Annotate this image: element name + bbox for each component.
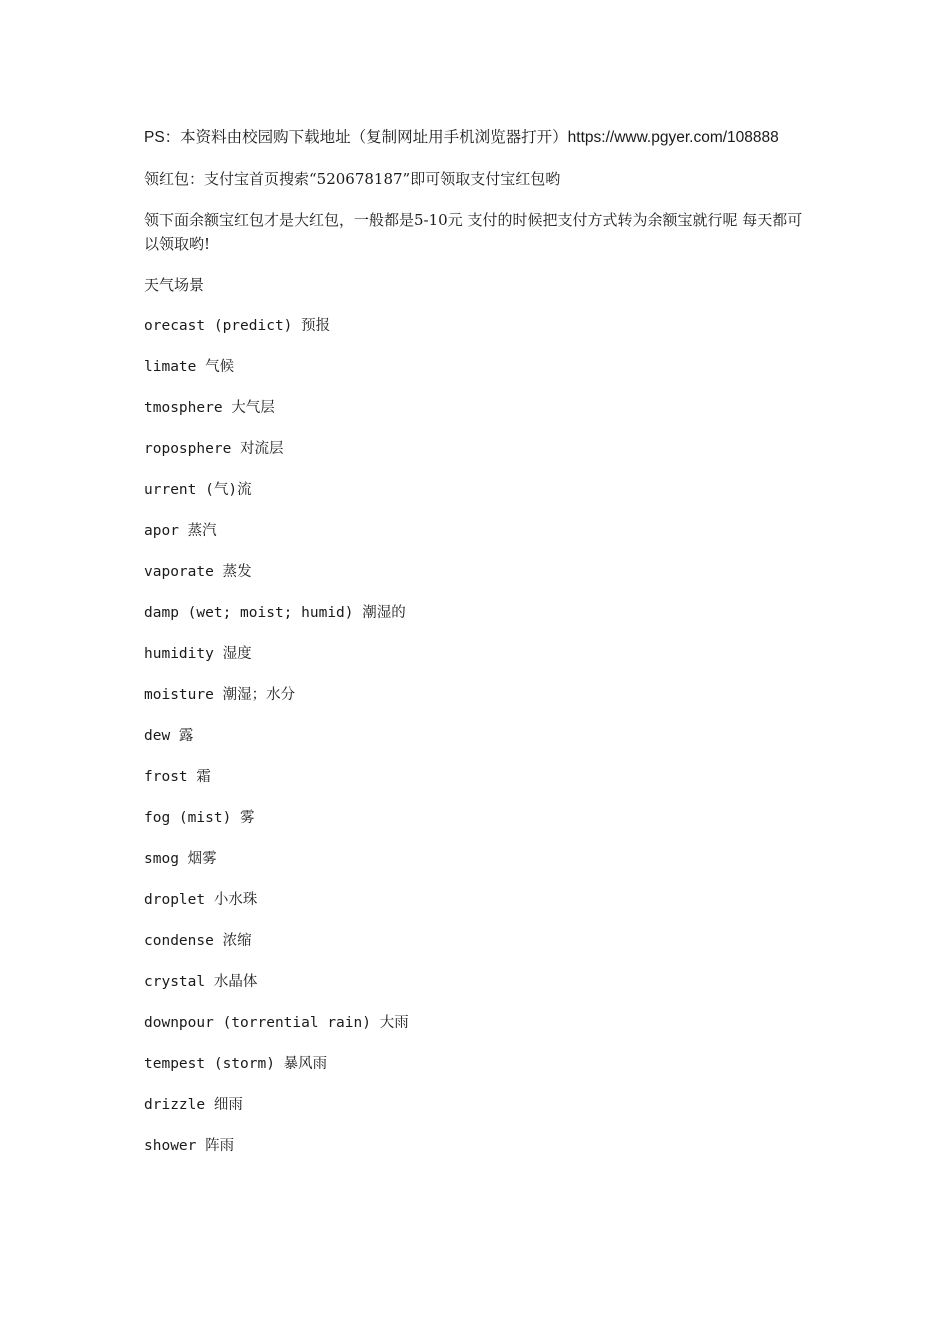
vocabulary-item: tempest (storm) 暴风雨 <box>144 1056 328 1072</box>
vocabulary-item: urrent (气)流 <box>144 482 252 498</box>
vocabulary-item: frost 霜 <box>144 769 211 785</box>
vocabulary-item: tmosphere 大气层 <box>144 400 275 416</box>
vocabulary-item: smog 烟雾 <box>144 851 217 867</box>
vocabulary-item: roposphere 对流层 <box>144 441 284 457</box>
vocabulary-item: vaporate 蒸发 <box>144 564 252 580</box>
vocabulary-item: shower 阵雨 <box>144 1138 235 1154</box>
vocabulary-list <box>144 314 806 1158</box>
balance-notice: 领下面余额宝红包才是大红包，一般都是5-10元 支付的时候把支付方式转为余额宝就行呢 每天都可以领取哟! <box>144 211 803 253</box>
download-notice: PS：本资料由校园购下载地址（复制网址用手机浏览器打开）https://www.pgyer.com/108888 <box>144 129 779 146</box>
vocabulary-item: orecast (predict) 预报 <box>144 318 331 334</box>
vocabulary-item: apor 蒸汽 <box>144 523 217 539</box>
vocabulary-item: downpour (torrential rain) 大雨 <box>144 1015 409 1031</box>
vocabulary-item: humidity 湿度 <box>144 646 252 662</box>
vocabulary-item: condense 浓缩 <box>144 933 252 949</box>
vocabulary-item: damp (wet; moist; humid) 潮湿的 <box>144 605 406 621</box>
vocabulary-item: fog (mist) 雾 <box>144 810 255 826</box>
section-title: 天气场景 <box>144 276 205 294</box>
vocabulary-item: droplet 小水珠 <box>144 892 258 908</box>
vocabulary-item: dew 露 <box>144 728 194 744</box>
vocabulary-item: moisture 潮湿；水分 <box>144 687 296 703</box>
vocabulary-item: limate 气候 <box>144 359 235 375</box>
document-body <box>144 126 806 1175</box>
vocabulary-item: crystal 水晶体 <box>144 974 258 990</box>
red-packet-notice: 领红包：支付宝首页搜索“520678187”即可领取支付宝红包哟 <box>144 170 561 188</box>
vocabulary-item: drizzle 细雨 <box>144 1097 243 1113</box>
